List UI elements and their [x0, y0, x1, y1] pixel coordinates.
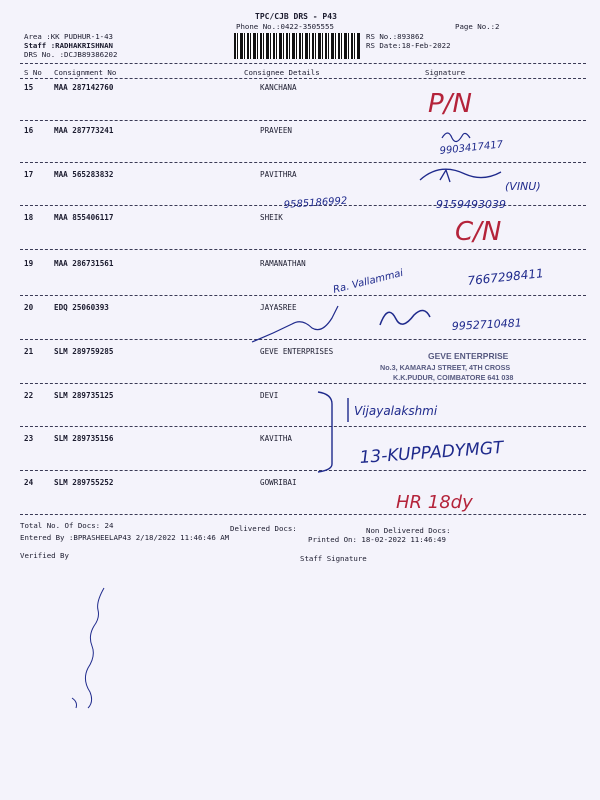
staff-signature-scribble: [85, 588, 104, 708]
verified-by: Verified By: [20, 551, 69, 560]
row-consignee: PRAVEEN: [260, 126, 293, 135]
non-delivered-docs: Non Delivered Docs:: [366, 526, 451, 535]
row-consignment: SLM 289735156: [54, 434, 114, 443]
drs-number: DRS No. :DCJB89386202: [24, 50, 118, 59]
rs-date: RS Date:18-Feb-2022: [366, 41, 451, 50]
handwritten-phone-17b: 9159493039: [436, 198, 506, 211]
handwritten-text-23: 13-KUPPADYMGT: [358, 437, 505, 468]
row-divider: [20, 383, 586, 384]
table-row: [0, 259, 600, 271]
staff-signature-label: Staff Signature: [300, 554, 367, 563]
row-divider: [20, 514, 586, 515]
row-sno: 17: [24, 170, 34, 179]
row-sno: 23: [24, 434, 34, 443]
phone-number: Phone No.:0422-3505555: [236, 22, 334, 31]
stamp-line-2: No.3, KAMARAJ STREET, 4TH CROSS: [380, 363, 511, 372]
handwritten-phone-16: 9903417417: [439, 139, 504, 157]
row-divider: [20, 470, 586, 471]
handwritten-name-17: (VINU): [505, 180, 541, 193]
total-docs: Total No. Of Docs: 24: [20, 521, 114, 530]
row-consignee: GOWRIBAI: [260, 478, 297, 487]
stamp-line-3: K.K.PUDUR, COIMBATORE 641 038: [393, 373, 514, 382]
row-sno: 18: [24, 213, 34, 222]
row-divider: [20, 249, 586, 250]
row-consignment: MAA 286731561: [54, 259, 114, 268]
handwritten-phone-20: 9952710481: [451, 316, 523, 333]
table-row: [0, 478, 600, 490]
row-consignee: RAMANATHAN: [260, 259, 306, 268]
page-number: Page No.:2: [455, 22, 500, 31]
staff-signature-scribble: [72, 698, 77, 708]
col-sno: S No: [24, 68, 42, 77]
table-row: [0, 126, 600, 138]
row-consignment: SLM 289759285: [54, 347, 114, 356]
handwritten-phone-19: 7667298411: [466, 266, 545, 288]
row-divider: [20, 295, 586, 296]
row-sno: 22: [24, 391, 34, 400]
col-consignment: Consignment No: [54, 68, 117, 77]
table-row: [0, 213, 600, 225]
table-row: [0, 434, 600, 446]
area-label: Area :KK PUDHUR-1-43: [24, 32, 113, 41]
header-divider: [20, 63, 586, 64]
row-divider: [20, 339, 586, 340]
row-consignee: GEVE ENTERPRISES: [260, 347, 334, 356]
row-consignment: EDQ 25060393: [54, 303, 109, 312]
bracket-mark: [318, 392, 332, 472]
table-row: [0, 83, 600, 95]
row-sno: 19: [24, 259, 34, 268]
row-sno: 24: [24, 478, 34, 487]
row-sno: 16: [24, 126, 34, 135]
table-row: [0, 170, 600, 182]
handwritten-text-24: HR 18dy: [396, 492, 473, 513]
columns-divider: [20, 78, 586, 79]
row-divider: [20, 205, 586, 206]
col-consignee: Consignee Details: [244, 68, 320, 77]
row-consignee: JAYASREE: [260, 303, 297, 312]
printed-on: Printed On: 18-02-2022 11:46:49: [308, 535, 446, 544]
row-consignment: MAA 287773241: [54, 126, 114, 135]
row-consignment: MAA 287142760: [54, 83, 114, 92]
table-row: [0, 303, 600, 315]
handwritten-name-22: Vijayalakshmi: [354, 404, 438, 418]
row-sno: 21: [24, 347, 34, 356]
row-consignee: SHEIK: [260, 213, 283, 222]
row-consignee: DEVI: [260, 391, 279, 400]
row-consignment: SLM 289735125: [54, 391, 114, 400]
row-consignee: PAVITHRA: [260, 170, 297, 179]
stamp-line-1: GEVE ENTERPRISE: [428, 351, 509, 361]
delivered-docs: Delivered Docs:: [230, 524, 297, 533]
row-divider: [20, 162, 586, 163]
row-consignee: KAVITHA: [260, 434, 293, 443]
page-title: TPC/CJB DRS - P43: [255, 12, 337, 21]
row-divider: [20, 120, 586, 121]
table-row: [0, 347, 600, 359]
handwritten-phone-17a: 9585186992: [283, 195, 348, 211]
handwritten-cn: C/N: [455, 217, 502, 247]
handwritten-pn: P/N: [428, 89, 472, 119]
entered-by: Entered By :BPRASHEELAP43 2/18/2022 11:46:46 AM: [20, 533, 230, 542]
handwritten-name-19: Ra. Vallammai: [332, 267, 405, 296]
row-sno: 15: [24, 83, 34, 92]
col-signature: Signature: [425, 68, 466, 77]
barcode: [234, 33, 360, 59]
rs-number: RS No.:893862: [366, 32, 424, 41]
row-sno: 20: [24, 303, 34, 312]
row-consignment: MAA 855406117: [54, 213, 114, 222]
row-consignment: SLM 289755252: [54, 478, 114, 487]
table-row: [0, 391, 600, 403]
row-consignee: KANCHANA: [260, 83, 297, 92]
row-consignment: MAA 565283832: [54, 170, 114, 179]
staff-label: Staff :RADHAKRISHNAN: [24, 41, 113, 50]
row-divider: [20, 426, 586, 427]
